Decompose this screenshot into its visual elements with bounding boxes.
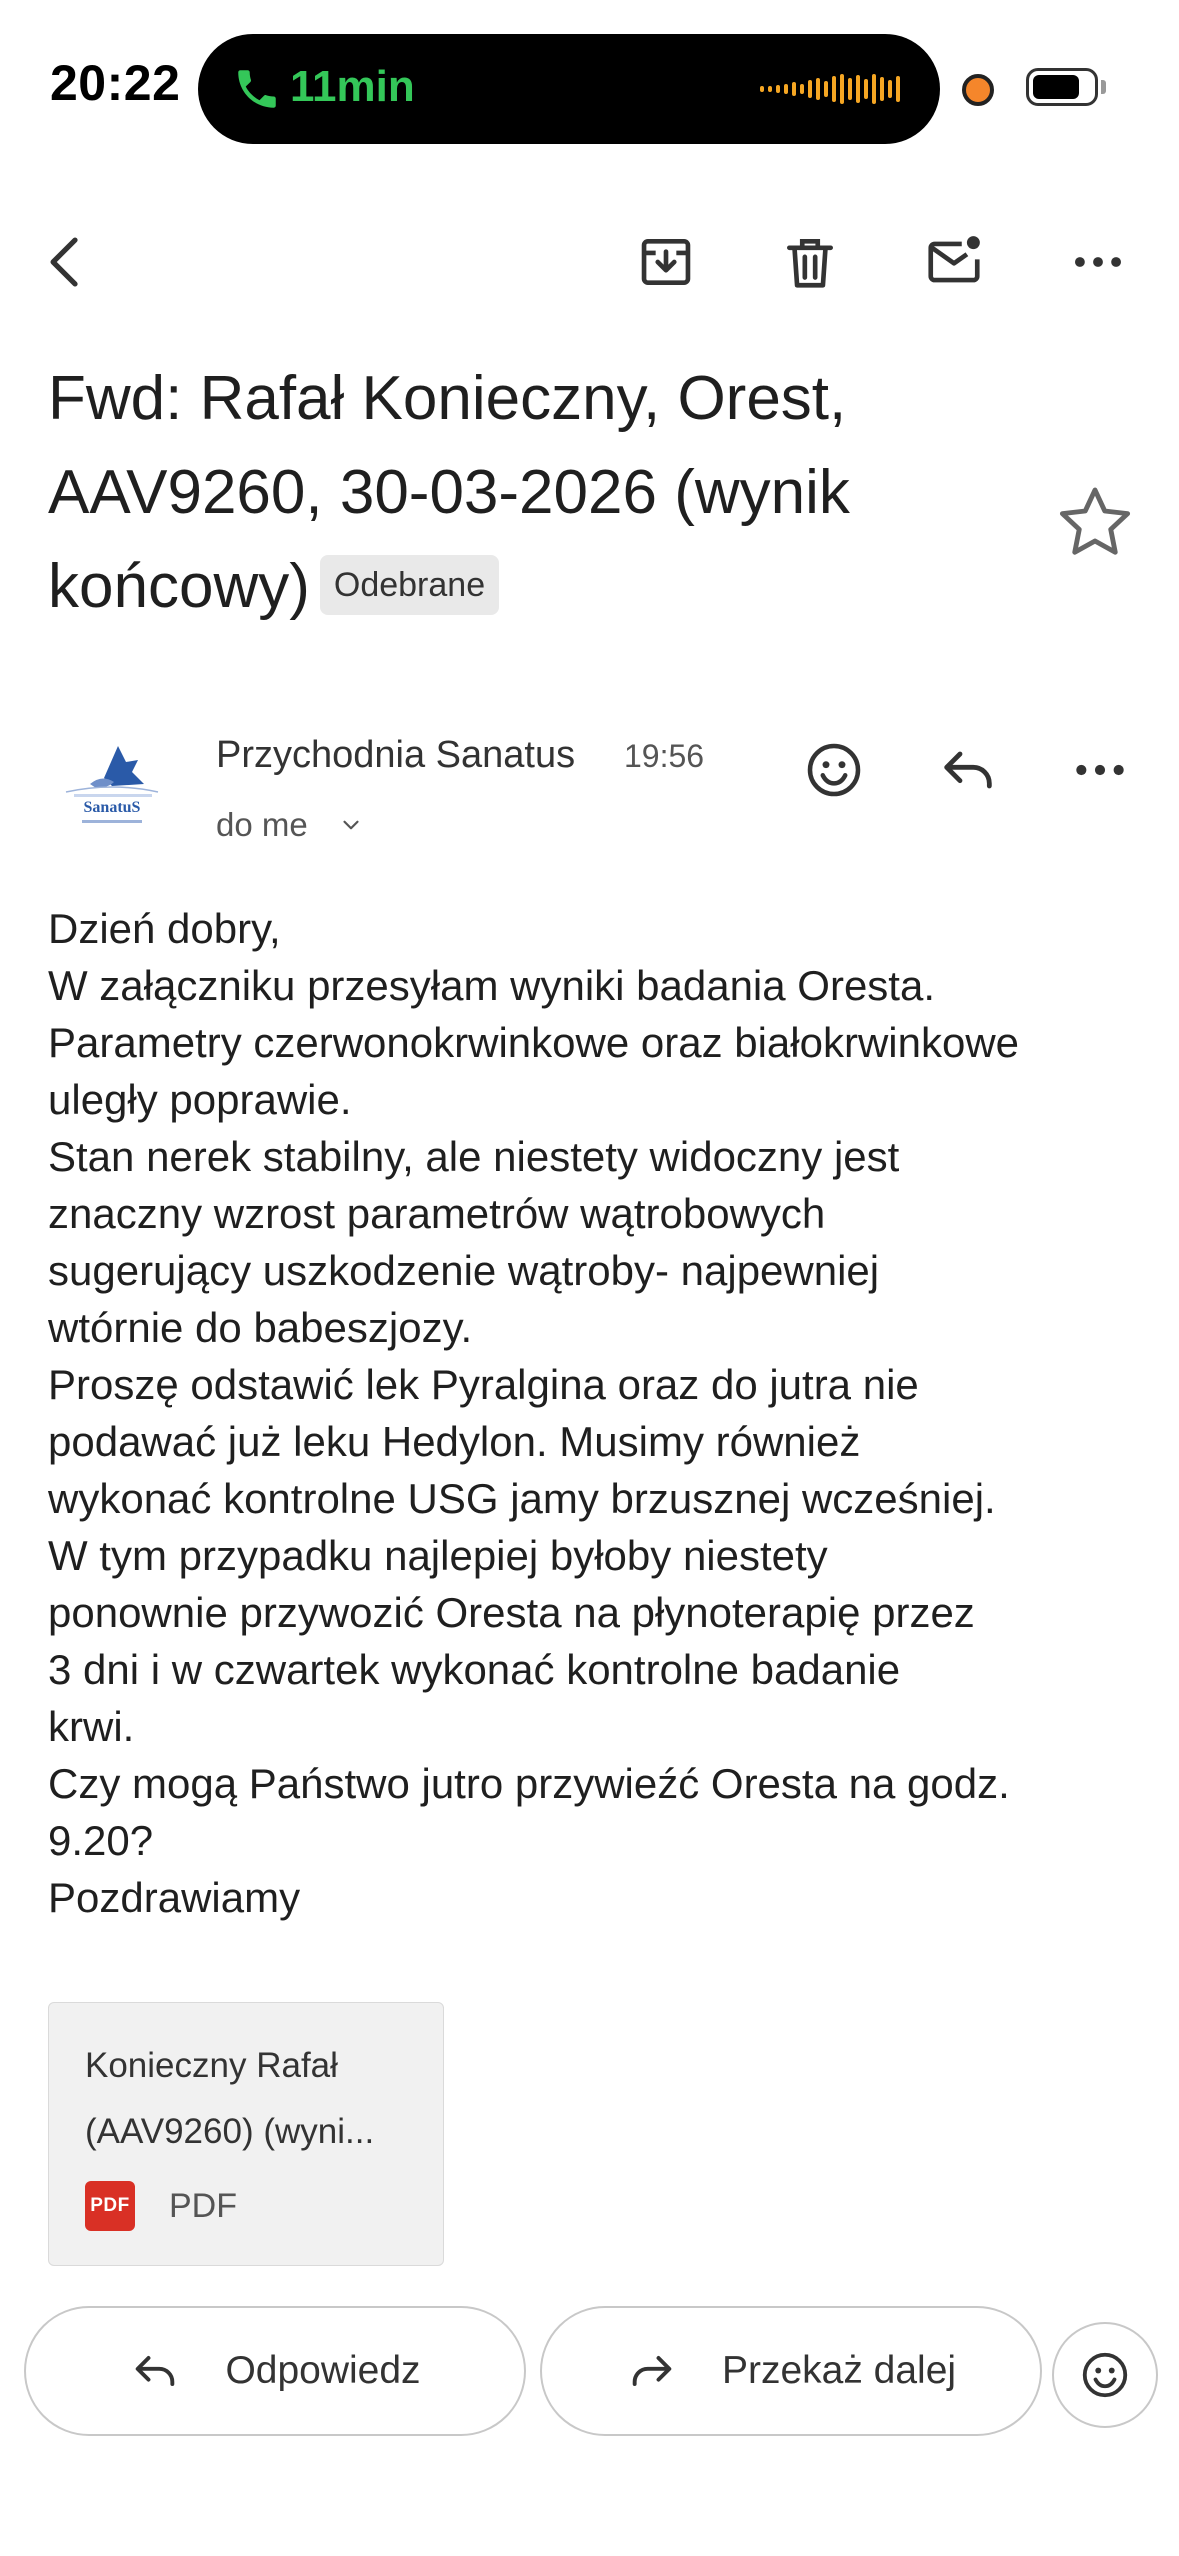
body-line: Pozdrawiamy bbox=[48, 1874, 301, 1921]
forward-icon bbox=[626, 2345, 678, 2397]
body-line: W tym przypadku najlepiej byłoby niestety bbox=[48, 1532, 828, 1579]
audio-waveform-icon bbox=[760, 72, 900, 106]
status-time: 20:22 bbox=[50, 55, 181, 111]
star-icon[interactable] bbox=[1050, 478, 1140, 568]
subject-line: końcowy) bbox=[48, 552, 310, 621]
archive-icon bbox=[635, 231, 697, 293]
subject-line: AAV9260, 30-03-2026 (wynik bbox=[48, 458, 850, 527]
email-time: 19:56 bbox=[624, 738, 705, 774]
email-body bbox=[48, 900, 1148, 1926]
reply-pill-button[interactable] bbox=[24, 2306, 526, 2436]
reply-icon bbox=[936, 738, 1000, 802]
body-line: W załączniku przesyłam wyniki badania Oresta. bbox=[48, 962, 936, 1009]
recipient-label: do me bbox=[216, 806, 308, 843]
reply-label: Odpowiedz bbox=[225, 2349, 421, 2392]
sender-avatar-logo[interactable] bbox=[52, 738, 172, 834]
attachment-name bbox=[85, 2033, 425, 2165]
back-icon bbox=[35, 231, 97, 293]
delete-button[interactable] bbox=[770, 222, 850, 302]
attachment-name-line: (AAV9260) (wyni... bbox=[85, 2112, 375, 2151]
label-chip[interactable]: Odebrane bbox=[320, 555, 499, 615]
smiley-icon bbox=[1078, 2348, 1132, 2402]
reply-button[interactable] bbox=[926, 728, 1010, 812]
body-line: 9.20? bbox=[48, 1817, 154, 1864]
attachment-card[interactable] bbox=[48, 2002, 444, 2266]
attachment-type: PDF bbox=[169, 2187, 237, 2225]
privacy-indicator-icon bbox=[962, 74, 994, 106]
more-button[interactable] bbox=[1058, 222, 1138, 302]
svg-text:SanatuS: SanatuS bbox=[83, 799, 141, 816]
body-line: krwi. bbox=[48, 1703, 135, 1750]
body-line: uległy poprawie. bbox=[48, 1076, 352, 1123]
body-line: ponownie przywozić Oresta na płynoterapię przez bbox=[48, 1589, 975, 1636]
phone-icon bbox=[232, 64, 282, 114]
body-line: Parametry czerwonokrwinkowe oraz białokrwinkowe bbox=[48, 1019, 1020, 1066]
battery-icon bbox=[1026, 68, 1098, 106]
body-line: wykonać kontrolne USG jamy brzusznej wcześniej. bbox=[48, 1475, 996, 1522]
subject-line-last bbox=[48, 540, 1008, 634]
body-line: Stan nerek stabilny, ale niestety widoczny jest bbox=[48, 1133, 900, 1180]
subject-line: Fwd: Rafał Konieczny, Orest, bbox=[48, 364, 847, 433]
recipient-toggle[interactable] bbox=[216, 806, 364, 844]
body-line: znaczny wzrost parametrów wątrobowych bbox=[48, 1190, 826, 1237]
body-line: Czy mogą Państwo jutro przywieźć Oresta na godz. bbox=[48, 1760, 1010, 1807]
body-line: Proszę odstawić lek Pyralgina oraz do jutra nie bbox=[48, 1361, 919, 1408]
more-icon bbox=[1067, 231, 1129, 293]
body-line: podawać już leku Hedylon. Musimy również bbox=[48, 1418, 861, 1465]
chevron-down-icon bbox=[338, 812, 364, 838]
email-subject bbox=[48, 352, 1008, 634]
sender-name[interactable]: Przychodnia Sanatus bbox=[216, 734, 576, 776]
body-line: wtórnie do babeszjozy. bbox=[48, 1304, 473, 1351]
body-line: Dzień dobry, bbox=[48, 905, 281, 952]
react-emoji-button[interactable] bbox=[1052, 2322, 1158, 2428]
forward-label: Przekaż dalej bbox=[721, 2349, 957, 2392]
forward-pill-button[interactable] bbox=[540, 2306, 1042, 2436]
body-line: 3 dni i w czwartek wykonać kontrolne badanie bbox=[48, 1646, 901, 1693]
call-duration: 11min bbox=[290, 62, 415, 111]
mark-unread-icon bbox=[923, 231, 985, 293]
mark-unread-button[interactable] bbox=[914, 222, 994, 302]
trash-icon bbox=[779, 231, 841, 293]
body-line: sugerujący uszkodzenie wątroby- najpewniej bbox=[48, 1247, 880, 1294]
pdf-file-icon: PDF bbox=[85, 2181, 135, 2231]
attachment-name-line: Konieczny Rafał bbox=[85, 2046, 338, 2085]
dynamic-island-call[interactable] bbox=[198, 34, 940, 144]
archive-button[interactable] bbox=[626, 222, 706, 302]
message-more-button[interactable] bbox=[1058, 728, 1142, 812]
back-button[interactable] bbox=[26, 222, 106, 302]
more-icon bbox=[1068, 738, 1132, 802]
reply-icon bbox=[129, 2345, 181, 2397]
add-reaction-button[interactable] bbox=[792, 728, 876, 812]
smiley-icon bbox=[802, 738, 866, 802]
